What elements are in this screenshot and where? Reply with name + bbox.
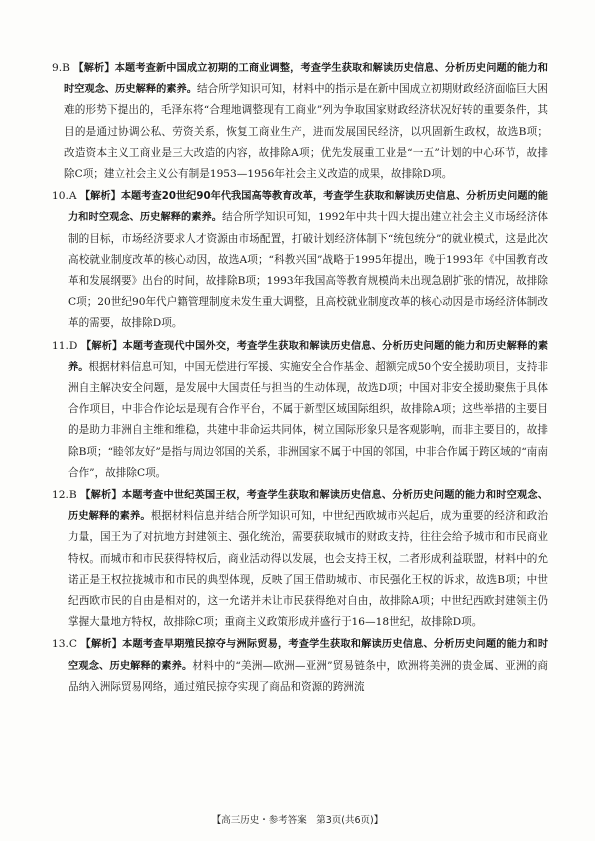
item-answer: C <box>68 638 77 651</box>
analysis-intro: 本题考查早期殖民掠夺与洲际贸易，考查学生获取和解读历史信息、分析历史问题的能力和时空观念、历史解释的素养。 <box>68 639 549 672</box>
analysis-intro: 本题考查20世纪90年代我国高等教育改革，考查学生获取和解读历史信息、分析历史问题的能力和时空观念、历史解释的素养。 <box>68 191 548 224</box>
analysis-intro: 本题考查新中国成立初期的工商业调整，考查学生获取和解读历史信息、分析历史问题的能力和时空观念、历史解释的素养。 <box>64 63 548 96</box>
analysis-tag: 【解析】 <box>80 639 123 651</box>
item-number: 13. <box>52 638 69 651</box>
analysis-body: 结合所学知识可知，材料中的指示是在新中国成立初期财政经济面临巨大困难的形势下提出的，毛泽东将“合理地调整现有工商业”列为争取国家财政经济状况好转的重要条件，其目的是通过协调公私、劳资关系，恢复工商业生产，进而发展国民经济，以巩固新生政权，故选B项；改造资本主义工商业是三大改造的内容，故排除A项；优先发展重工业是“一五”计划的中心环节，故排除C项；建立社会主义公有制是1953—1956年社会主义改造的成果，故排除D项。 <box>64 83 549 181</box>
answer-item-12 <box>52 485 548 633</box>
answer-item-13 <box>52 634 548 698</box>
answer-item-10 <box>52 186 548 334</box>
item-number: 10. <box>52 190 69 203</box>
item-answer: B <box>68 489 77 502</box>
item-answer: A <box>68 190 77 203</box>
item-number: 11. <box>52 339 69 352</box>
item-number: 12. <box>52 489 69 502</box>
page-footer: 【高三历史・参考答案 第3页(共6页)】 <box>211 815 384 826</box>
analysis-intro: 本题考查现代中国外交，考查学生获取和解读历史信息、分析历史问题的能力和历史解释的素养。 <box>68 340 549 373</box>
item-number: 9. <box>52 62 63 74</box>
analysis-tag: 【解析】 <box>80 490 122 502</box>
item-answer: B <box>62 62 70 74</box>
analysis-body: 根据材料信息可知，中国无偿进行军援、实施安全合作基金、超额完成50个安全援助项目，支持非洲自主解决安全问题，是发展中大国责任与担当的生动体现，故选D项；中国对非安全援助聚焦于具体合作项目，中非合作论坛是现有合作平台，不属于新型区域国际组织，故排除A项；这些举措的主要目的是助力非洲自主维和维稳，共建中非命运共同体，树立国际形象只是客观影响，而非主要目的，故排除B项；“睦邻友好”是指与周边邻国的关系，非洲国家不属于中国的邻国，中非合作属于跨区域的“南南合作”，故排除C项。 <box>68 360 548 479</box>
analysis-tag: 【解析】 <box>73 63 115 74</box>
analysis-tag: 【解析】 <box>79 191 121 203</box>
item-answer: D <box>68 339 78 352</box>
analysis-body: 根据材料信息并结合所学知识可知，中世纪西欧城市兴起后，成为重要的经济和政治力量，国王为了对抗地方封建领主、强化统治，需要获取城市的财政支持，往往会给予城市和市民商业特权。而城市和市民获得特权后，商业活动得以发展，也会支持王权，二者形成利益联盟，材料中的允诺正是王权拉拢城市和市民的典型体现，反映了国王借助城市、市民强化王权的诉求，故选B项；中世纪西欧市民的自由是相对的，这一允诺并未让市民获得绝对自由，故排除A项；中世纪西欧封建领主仍掌握大量地方特权，故排除C项；重商主义政策形成并盛行于16—18世纪，故排除D项。 <box>68 510 548 629</box>
analysis-body: 材料中的“美洲—欧洲—亚洲”贸易链条中，欧洲将美洲的贵金属、亚洲的商品纳入洲际贸易网络，通过殖民掠夺实现了商品和资源的跨洲流 <box>68 659 548 693</box>
analysis-tag: 【解析】 <box>80 340 123 352</box>
answer-item-11 <box>52 336 548 484</box>
analysis-body: 结合所学知识可知，1992年中共十四大提出建立社会主义市场经济体制的目标，市场经济要求人才资源由市场配置，打破计划经济体制下“统包统分”的就业模式，这是此次高校就业制度改革的核心动因，故选A项；“科教兴国”战略于1995年提出，晚于1993年《中国教育改革和发展纲要》出台的时间，故排除B项；1993年我国高等教育规模尚未出现急剧扩张的情况，故排除C项；20世纪90年代户籍管理制度未发生重大调整，且高校就业制度改革的核心动因是市场经济体制改革的需要，故排除D项。 <box>68 211 549 330</box>
answer-item-9 <box>52 58 548 185</box>
answer-list <box>52 58 548 699</box>
analysis-intro: 本题考查中世纪英国王权，考查学生获取和解读历史信息、分析历史问题的能力和时空观念、历史解释的素养。 <box>68 490 549 523</box>
